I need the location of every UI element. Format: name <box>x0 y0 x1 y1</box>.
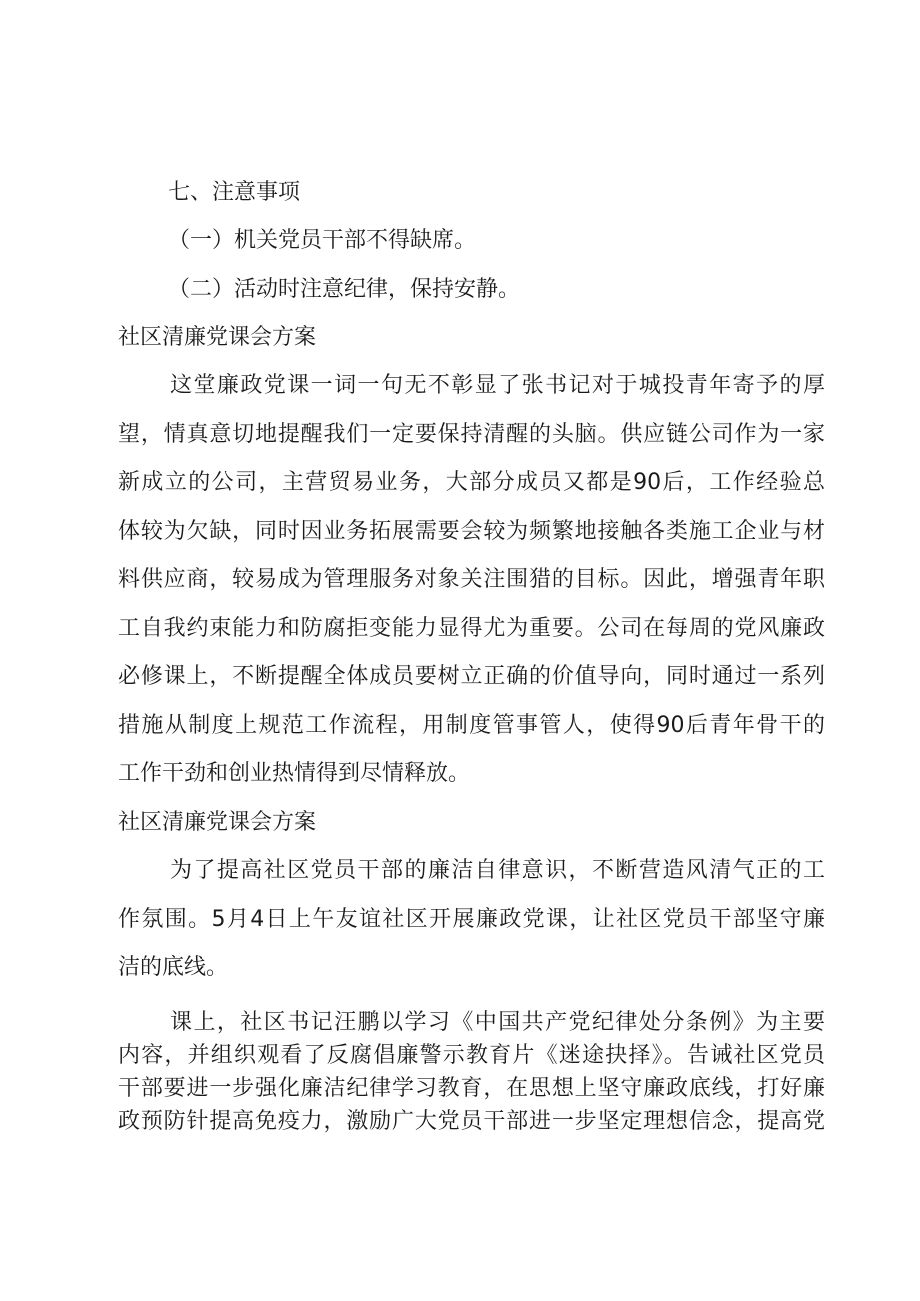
paragraph-line: 洁的底线。 <box>118 955 229 980</box>
paragraph-line: 这堂廉政党课一词一句无不彰显了张书记对于城投青年寄予的厚 <box>170 373 825 398</box>
paragraph-line: 政预防针提高免疫力，激励广大党员干部进一步坚定理想信念，提高党 <box>118 1109 825 1134</box>
note-item: （一）机关党员干部不得缺席。 <box>168 228 477 253</box>
paragraph-line: 干部要进一步强化廉洁纪律学习教育，在思想上坚守廉政底线，打好廉 <box>118 1076 825 1101</box>
paragraph-line: 必修课上，不断提醒全体成员要树立正确的价值导向，同时通过一系列 <box>118 664 825 689</box>
paragraph-line: 料供应商，较易成为管理服务对象关注围猎的目标。因此，增强青年职 <box>118 567 825 592</box>
paragraph-line: 课上，社区书记汪鹏以学习《中国共产党纪律处分条例》为主要 <box>170 1010 825 1035</box>
paragraph-line: 体较为欠缺，同时因业务拓展需要会较为频繁地接触各类施工企业与材 <box>118 519 825 544</box>
paragraph-line: 新成立的公司，主营贸易业务，大部分成员又都是90后，工作经验总 <box>118 470 825 495</box>
paragraph-line: 内容，并组织观看了反腐倡廉警示教育片《迷途抉择》。告诫社区党员 <box>118 1043 825 1068</box>
note-item: （二）活动时注意纪律，保持安静。 <box>168 277 521 302</box>
paragraph-line: 措施从制度上规范工作流程，用制度管事管人，使得90后青年骨干的 <box>118 713 825 738</box>
document-title: 社区清廉党课会方案 <box>118 810 317 835</box>
paragraph-line: 望，情真意切地提醒我们一定要保持清醒的头脑。供应链公司作为一家 <box>118 422 825 447</box>
paragraph-line: 工作干劲和创业热情得到尽情释放。 <box>118 761 471 786</box>
paragraph-line: 作氛围。5月4日上午友谊社区开展廉政党课，让社区党员干部坚守廉 <box>118 907 825 932</box>
section-heading: 七、注意事项 <box>168 180 301 205</box>
paragraph-line: 工自我约束能力和防腐拒变能力显得尤为重要。公司在每周的党风廉政 <box>118 616 825 641</box>
paragraph-line: 为了提高社区党员干部的廉洁自律意识，不断营造风清气正的工 <box>170 858 825 883</box>
document-title: 社区清廉党课会方案 <box>118 325 317 350</box>
